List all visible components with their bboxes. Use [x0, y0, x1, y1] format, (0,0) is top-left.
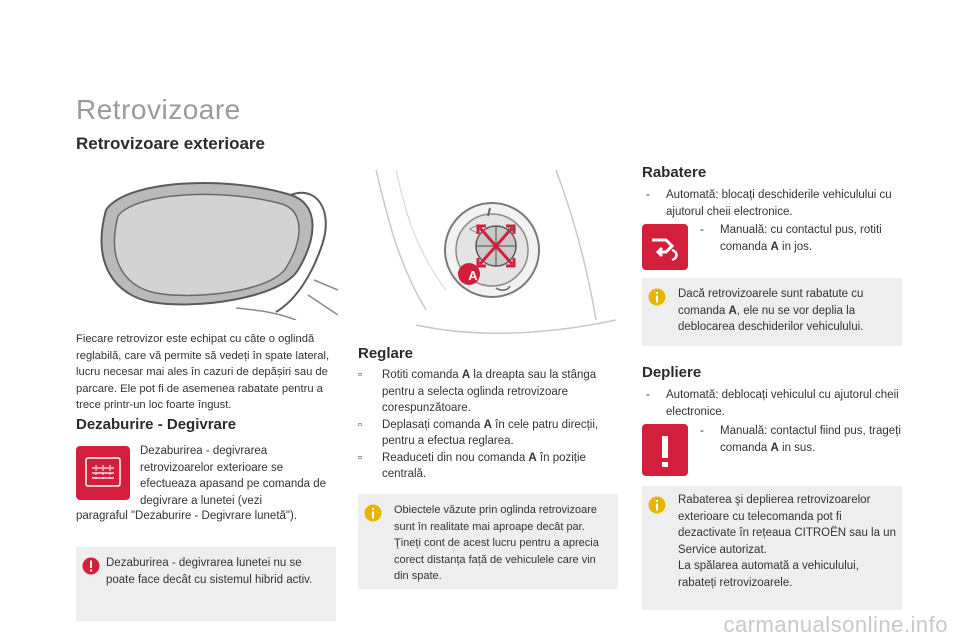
rabatere-info-part: , ele nu se vor deplia la deblocarea deschiderilor vehiculului.	[678, 304, 864, 333]
reglare-title: Reglare	[358, 345, 414, 362]
rear-defrost-icon	[76, 446, 130, 500]
rabatere-title: Rabatere	[642, 164, 707, 181]
bullet-bold: A	[528, 451, 537, 464]
dash-marker: -	[646, 189, 650, 201]
mirror-fold-icon	[642, 224, 688, 270]
depliere-auto	[642, 387, 902, 420]
depliere-info-text	[678, 492, 896, 591]
depliere-manual-text: Manuală: contactul fiind pus, trageți comanda	[720, 425, 901, 454]
rabatere-manual-text: Manuală: cu contactul pus, rotiti comanda	[720, 224, 882, 253]
bullet-text: Rotiti comanda	[382, 369, 462, 381]
reglare-list	[358, 367, 618, 483]
info-icon	[648, 288, 666, 306]
rabatere-info-part: Dacă retrovizoarele sunt rabatute cu comanda	[678, 288, 864, 317]
depliere-manual	[698, 423, 902, 456]
rabatere-auto	[642, 187, 902, 220]
checkbox-bullet-icon: ▫	[358, 418, 363, 431]
rabatere-manual-text: in jos.	[778, 240, 813, 253]
reglare-bullet	[358, 450, 618, 483]
depliere-info-box	[642, 486, 902, 610]
bullet-text: la dreapta sau la stânga pentru a selecta oglinda retrovizoare corespunzătoare.	[382, 369, 597, 414]
rabatere-manual-bold: A	[770, 240, 779, 253]
dezaburire-title: Dezaburire - Degivrare	[76, 416, 237, 433]
bullet-text: Readuceti din nou comanda	[382, 451, 529, 464]
rabatere-info-text	[678, 286, 896, 336]
defrost-button-tile	[76, 446, 130, 500]
intro-paragraph: Fiecare retrovizor este echipat cu câte o oglindă reglabilă, care vă permite să vedeți în spate lateral, lucru necesar mai ales în cazuri de depășiri sau de parcare. Ele pot fi de asemenea rabatate pentru a trece printr-un loc foarte îngust.	[76, 333, 330, 411]
section-title: Retrovizoare exterioare	[76, 134, 265, 153]
unfold-button-tile	[642, 424, 688, 476]
watermark: carmanualsonline.info	[723, 612, 948, 637]
mirror-illustration	[76, 170, 338, 320]
checkbox-bullet-icon: ▫	[358, 369, 363, 381]
dash-marker: -	[700, 425, 704, 437]
depliere-auto-text: Automată: deblocați vehiculul cu ajutorul cheii electronice.	[666, 389, 899, 418]
svg-text:◁: ◁	[469, 222, 478, 235]
rabatere-info-box	[642, 278, 902, 346]
label-a-marker: A	[468, 268, 478, 283]
depliere-title: Depliere	[642, 364, 702, 381]
rabatere-manual	[698, 222, 902, 255]
depliere-info-line: Rabaterea şi deplierea retrovizoarelor exterioare cu telecomanda pot fi dezactivate în rețeaua CITROËN sau la un Service autorizat.	[678, 494, 896, 556]
dezaburire-text: Dezaburirea - degivrarea retrovizoarelor exterioare se efectueaza apasand pe comanda de degivrare a lunetei (vezi	[140, 445, 327, 507]
reglare-bullet	[358, 417, 618, 450]
bullet-text: Deplasați comanda	[382, 418, 484, 431]
reglare-info-text: Obiectele văzute prin oglinda retrovizoare sunt în realitate mai aproape decât par. Ţineți cont de acest lucru pentru a aprecia corect distanța față de vehiculele care vin din spate.	[394, 504, 599, 582]
depliere-manual-bold: A	[770, 441, 779, 454]
warning-box	[76, 547, 336, 621]
mirror-unfold-icon	[642, 424, 688, 476]
depliere-manual-text: in sus.	[778, 441, 816, 454]
bullet-bold: A	[483, 418, 492, 431]
mirror-control-diagram	[356, 170, 620, 342]
warning-icon	[82, 557, 100, 575]
reglare-bullet	[358, 367, 618, 417]
bullet-text: în cele patru direcții, pentru a efectua reglarea.	[382, 418, 599, 447]
warning-text: Dezaburirea - degivrarea lunetei nu se poate face decât cu sistemul hibrid activ.	[106, 557, 313, 586]
fold-button-tile	[642, 224, 688, 270]
dash-marker: -	[700, 224, 704, 236]
page-title: Retrovizoare	[76, 94, 241, 125]
rabatere-info-bold: A	[728, 304, 737, 317]
dezaburire-text-cont: paragraful "Dezaburire - Degivrare lunetă").	[76, 510, 298, 522]
depliere-info-line: La spălarea automată a vehiculului, rabateți retrovizoarele.	[678, 560, 859, 589]
svg-text:▷: ▷	[508, 222, 517, 235]
checkbox-bullet-icon: ▫	[358, 451, 363, 464]
info-icon	[648, 496, 666, 514]
dash-marker: -	[646, 389, 650, 401]
bullet-bold: A	[461, 369, 471, 381]
info-icon	[364, 504, 382, 522]
bullet-text: în poziție centrală.	[382, 451, 586, 480]
rabatere-auto-text: Automată: blocați deschiderile vehiculului cu ajutorul cheii electronice.	[666, 189, 892, 218]
reglare-info-box	[358, 494, 618, 589]
